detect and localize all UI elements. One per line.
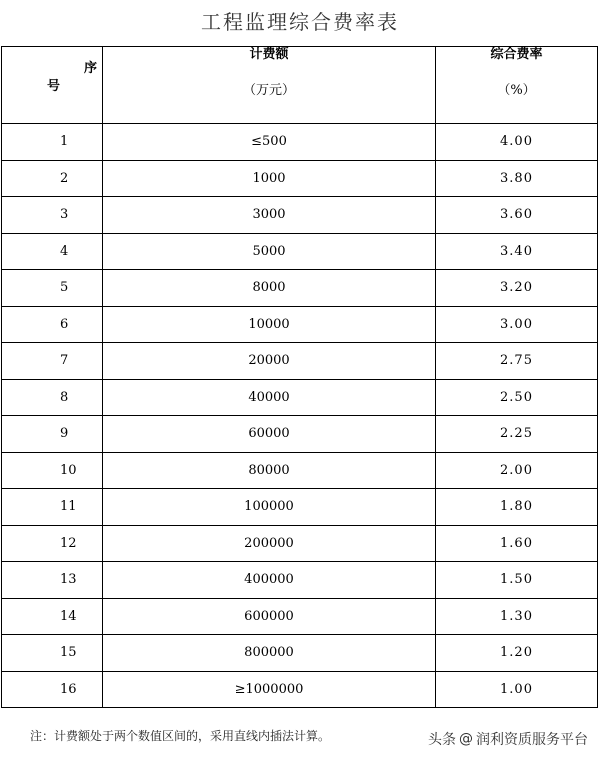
- seq-header-cell: [2, 47, 103, 124]
- rate-cell: 2.50: [436, 379, 598, 416]
- seq-header-part1: 序: [83, 61, 97, 76]
- seq-cell: 6: [2, 306, 103, 343]
- table-row: [2, 379, 598, 416]
- rate-header-cell: [436, 47, 598, 124]
- amount-cell: 800000: [103, 635, 436, 672]
- seq-cell: 14: [2, 598, 103, 635]
- watermark-prefix: 头条: [428, 732, 456, 748]
- rate-cell: 3.60: [436, 197, 598, 234]
- amount-cell: 100000: [103, 489, 436, 526]
- table-row: [2, 416, 598, 453]
- amount-cell: ≤500: [103, 124, 436, 161]
- rate-cell: 1.80: [436, 489, 598, 526]
- seq-cell: 5: [2, 270, 103, 307]
- table-row: [2, 598, 598, 635]
- seq-cell: 9: [2, 416, 103, 453]
- amount-cell: 3000: [103, 197, 436, 234]
- rate-cell: 2.75: [436, 343, 598, 380]
- seq-cell: 16: [2, 671, 103, 708]
- table-row: [2, 489, 598, 526]
- watermark-at: @: [459, 731, 473, 747]
- rate-cell: 3.20: [436, 270, 598, 307]
- amount-header-cell: [103, 47, 436, 124]
- amount-cell: 10000: [103, 306, 436, 343]
- rate-cell: 1.60: [436, 525, 598, 562]
- table-row: [2, 233, 598, 270]
- rate-header-unit: （%）: [497, 83, 536, 98]
- rate-cell: 1.20: [436, 635, 598, 672]
- amount-cell: ≥1000000: [103, 671, 436, 708]
- seq-cell: 15: [2, 635, 103, 672]
- seq-cell: 11: [2, 489, 103, 526]
- table-row: [2, 671, 598, 708]
- seq-cell: 12: [2, 525, 103, 562]
- seq-cell: 10: [2, 452, 103, 489]
- page-title: 工程监理综合费率表: [201, 10, 399, 34]
- seq-header-part2: 号: [47, 79, 61, 94]
- seq-cell: 3: [2, 197, 103, 234]
- watermark: [428, 729, 588, 749]
- amount-cell: 20000: [103, 343, 436, 380]
- table-row: [2, 343, 598, 380]
- rate-cell: 3.80: [436, 160, 598, 197]
- rate-header-label: 综合费率: [490, 47, 543, 62]
- rate-cell: 1.00: [436, 671, 598, 708]
- table-row: [2, 270, 598, 307]
- seq-cell: 13: [2, 562, 103, 599]
- watermark-name: 润利资质服务平台: [476, 732, 588, 748]
- table-row: [2, 306, 598, 343]
- seq-cell: 7: [2, 343, 103, 380]
- amount-header-unit: （万元）: [242, 83, 295, 98]
- rate-cell: 3.00: [436, 306, 598, 343]
- footnote: 注：计费额处于两个数值区间的，采用直线内插法计算。: [30, 729, 331, 743]
- amount-cell: 80000: [103, 452, 436, 489]
- rate-cell: 1.30: [436, 598, 598, 635]
- amount-cell: 200000: [103, 525, 436, 562]
- amount-cell: 400000: [103, 562, 436, 599]
- table-row: [2, 124, 598, 161]
- amount-cell: 60000: [103, 416, 436, 453]
- table-row: [2, 562, 598, 599]
- amount-cell: 40000: [103, 379, 436, 416]
- seq-cell: 4: [2, 233, 103, 270]
- table-row: [2, 197, 598, 234]
- seq-cell: 8: [2, 379, 103, 416]
- table-header-row: [2, 47, 598, 124]
- table-row: [2, 635, 598, 672]
- amount-cell: 1000: [103, 160, 436, 197]
- rate-cell: 2.25: [436, 416, 598, 453]
- seq-cell: 2: [2, 160, 103, 197]
- amount-cell: 600000: [103, 598, 436, 635]
- rate-cell: 3.40: [436, 233, 598, 270]
- amount-header-label: 计费额: [249, 47, 289, 62]
- amount-cell: 8000: [103, 270, 436, 307]
- seq-cell: 1: [2, 124, 103, 161]
- rate-cell: 2.00: [436, 452, 598, 489]
- table-row: [2, 452, 598, 489]
- table-row: [2, 525, 598, 562]
- fee-rate-table: [1, 46, 598, 708]
- rate-cell: 1.50: [436, 562, 598, 599]
- rate-cell: 4.00: [436, 124, 598, 161]
- table-row: [2, 160, 598, 197]
- amount-cell: 5000: [103, 233, 436, 270]
